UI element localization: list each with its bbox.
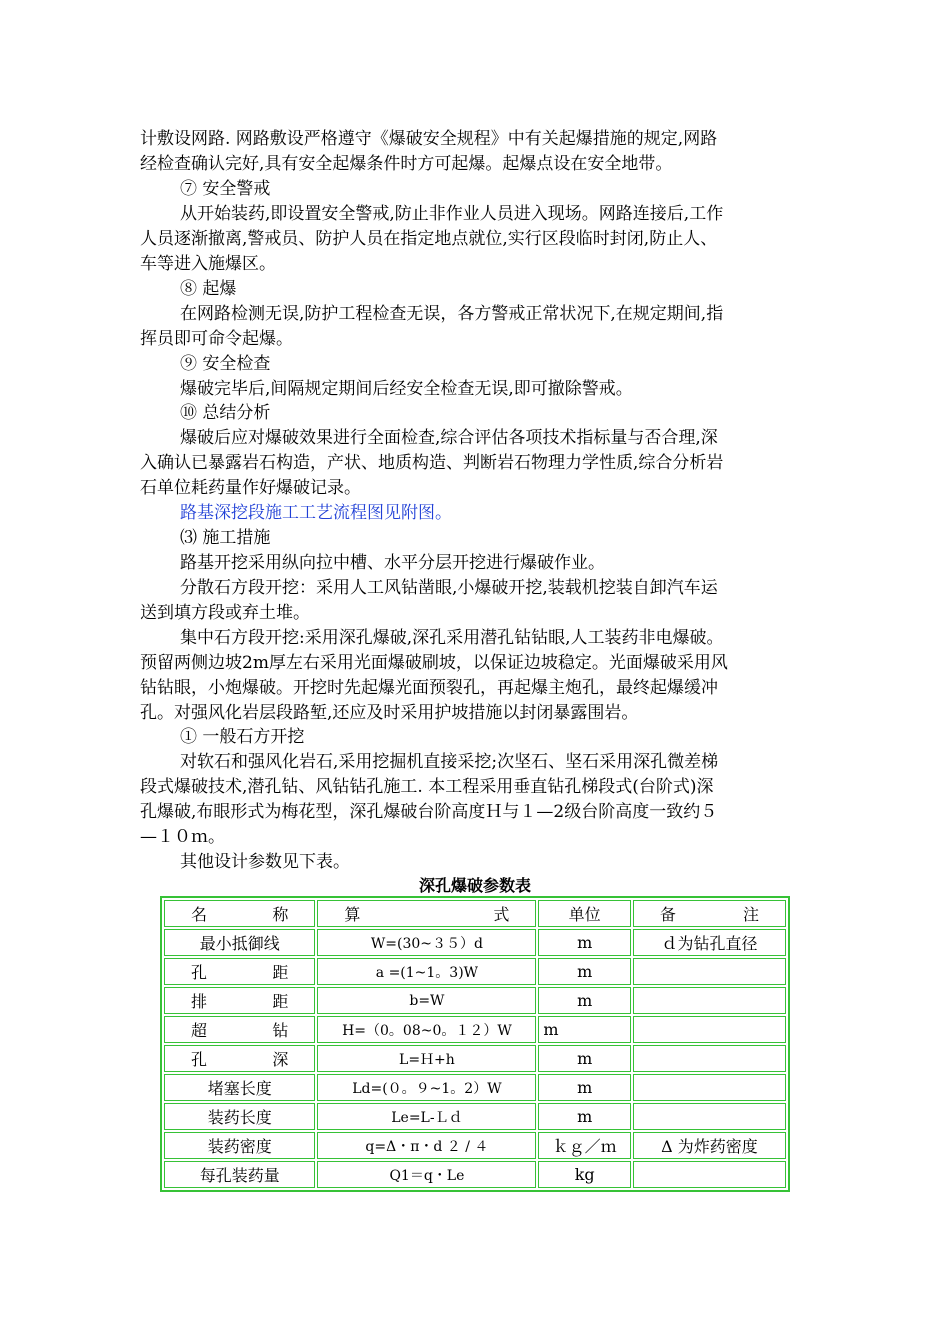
paragraph-line: 预留两侧边坡2m厚左右采用光面爆破刷坡，以保证边坡稳定。光面爆破采用风 xyxy=(140,653,728,673)
cell-name: 装药密度 xyxy=(164,1132,315,1159)
paragraph-line: 挥员即可命令起爆。 xyxy=(140,329,293,349)
cell-unit: ｋｇ／ｍ xyxy=(538,1132,630,1159)
cell-remark: ｄ为钻孔直径 xyxy=(633,929,786,956)
table-row xyxy=(164,1016,786,1043)
cell-formula: Le=L-Ｌｄ xyxy=(317,1103,536,1130)
paragraph-line: 车等进入施爆区。 xyxy=(140,254,276,274)
section-heading: ① 一般石方开挖 xyxy=(180,727,305,747)
table-row xyxy=(164,1074,786,1101)
cell-unit: m xyxy=(538,1103,630,1130)
cell-formula: a =(1~1。3)W xyxy=(317,958,536,985)
section-heading: ⑦ 安全警戒 xyxy=(180,179,271,199)
paragraph-line: 石单位耗药量作好爆破记录。 xyxy=(140,478,361,498)
paragraph-line: 孔。对强风化岩层段路堑,还应及时采用护坡措施以封闭暴露围岩。 xyxy=(140,703,639,723)
paragraph-line: 路基开挖采用纵向拉中槽、水平分层开挖进行爆破作业。 xyxy=(180,553,605,573)
paragraph-line: 入确认已暴露岩石构造，产状、地质构造、判断岩石物理力学性质,综合分析岩 xyxy=(140,453,724,473)
section-heading: ⑧ 起爆 xyxy=(180,279,237,299)
table-title: 深孔爆破参数表 xyxy=(418,876,531,895)
paragraph-line: 送到填方段或弃土堆。 xyxy=(140,603,310,623)
cell-remark xyxy=(633,1074,786,1101)
paragraph-line: 爆破完毕后,间隔规定期间后经安全检查无误,即可撤除警戒。 xyxy=(180,379,633,399)
table-row xyxy=(164,1045,786,1072)
paragraph-line: 爆破后应对爆破效果进行全面检查,综合评估各项技术指标量与否合理,深 xyxy=(180,428,718,448)
paragraph-line: 计敷设网路. 网路敷设严格遵守《爆破安全规程》中有关起爆措施的规定,网路 xyxy=(140,129,718,149)
header-name: 名 称 xyxy=(164,900,315,927)
paragraph-line: 孔爆破,布眼形式为梅花型，深孔爆破台阶高度Ｈ与１—2级台阶高度一致约５ xyxy=(140,802,718,822)
cell-unit: m xyxy=(538,1045,630,1072)
header-unit: 单位 xyxy=(538,900,630,927)
cell-name: 孔深 xyxy=(164,1045,315,1072)
header-remark: 备 注 xyxy=(633,900,786,927)
cell-formula: W=(30~３５）d xyxy=(317,929,536,956)
cell-formula: Ld=(０。９~1。2）W xyxy=(317,1074,536,1101)
cell-unit: m xyxy=(538,1074,630,1101)
cell-unit: m xyxy=(538,987,630,1014)
table-row xyxy=(164,1103,786,1130)
cell-formula: b=W xyxy=(317,987,536,1014)
cell-name: 超钻 xyxy=(164,1016,315,1043)
paragraph-line: 从开始装药,即设置安全警戒,防止非作业人员进入现场。网路连接后,工作 xyxy=(180,204,724,224)
paragraph-line: 段式爆破技术,潜孔钻、风钻钻孔施工. 本工程采用垂直钻孔梯段式(台阶式)深 xyxy=(140,777,714,797)
cell-name: 装药长度 xyxy=(164,1103,315,1130)
cell-name: 排距 xyxy=(164,987,315,1014)
paragraph-line: 其他设计参数见下表。 xyxy=(180,852,350,872)
table-row xyxy=(164,1161,786,1188)
paragraph-line: 钻钻眼，小炮爆破。开挖时先起爆光面预裂孔，再起爆主炮孔，最终起爆缓冲 xyxy=(140,678,718,698)
cell-remark xyxy=(633,1016,786,1043)
table-row xyxy=(164,987,786,1014)
paragraph-line: 分散石方段开挖：采用人工风钻凿眼,小爆破开挖,装载机挖装自卸汽车运 xyxy=(180,578,718,598)
paragraph-line: 经检查确认完好,具有安全起爆条件时方可起爆。起爆点设在安全地带。 xyxy=(140,154,673,174)
cell-formula: q=Δ・π・d ２ / ４ xyxy=(317,1132,536,1159)
paragraph-line: 在网路检测无误,防护工程检查无误，各方警戒正常状况下,在规定期间,指 xyxy=(180,304,724,324)
cell-name: 每孔装药量 xyxy=(164,1161,315,1188)
table-header-row xyxy=(164,900,786,927)
blast-parameter-table xyxy=(160,896,790,1192)
cell-remark xyxy=(633,1045,786,1072)
paragraph-line: 集中石方段开挖:采用深孔爆破,深孔采用潜孔钻钻眼,人工装药非电爆破。 xyxy=(180,628,724,648)
table-row xyxy=(164,929,786,956)
cell-unit: m xyxy=(538,958,630,985)
section-heading: ⑩ 总结分析 xyxy=(180,403,271,423)
cell-remark xyxy=(633,1103,786,1130)
cell-unit: m xyxy=(538,1016,630,1043)
cell-unit: kg xyxy=(538,1161,630,1188)
cell-remark xyxy=(633,1161,786,1188)
cell-name: 孔距 xyxy=(164,958,315,985)
cell-formula: H=（0。08~0。１２）W xyxy=(317,1016,536,1043)
flowchart-link[interactable]: 路基深挖段施工工艺流程图见附图。 xyxy=(180,503,452,523)
cell-unit: m xyxy=(538,929,630,956)
cell-remark xyxy=(633,958,786,985)
table-row xyxy=(164,958,786,985)
section-heading: ⑨ 安全检查 xyxy=(180,354,271,374)
header-formula: 算 式 xyxy=(317,900,536,927)
cell-formula: L=Ｈ+h xyxy=(317,1045,536,1072)
table-row xyxy=(164,1132,786,1159)
cell-name: 最小抵御线 xyxy=(164,929,315,956)
cell-name: 堵塞长度 xyxy=(164,1074,315,1101)
paragraph-line: 对软石和强风化岩石,采用挖掘机直接采挖;次坚石、坚石采用深孔微差梯 xyxy=(180,752,719,772)
paragraph-line: 人员逐渐撤离,警戒员、防护人员在指定地点就位,实行区段临时封闭,防止人、 xyxy=(140,229,718,249)
cell-remark xyxy=(633,987,786,1014)
section-heading: ⑶ 施工措施 xyxy=(180,528,271,548)
paragraph-line: —１０ｍ。 xyxy=(140,827,225,847)
cell-formula: Q1＝q・Le xyxy=(317,1161,536,1188)
cell-remark: Δ 为炸药密度 xyxy=(633,1132,786,1159)
